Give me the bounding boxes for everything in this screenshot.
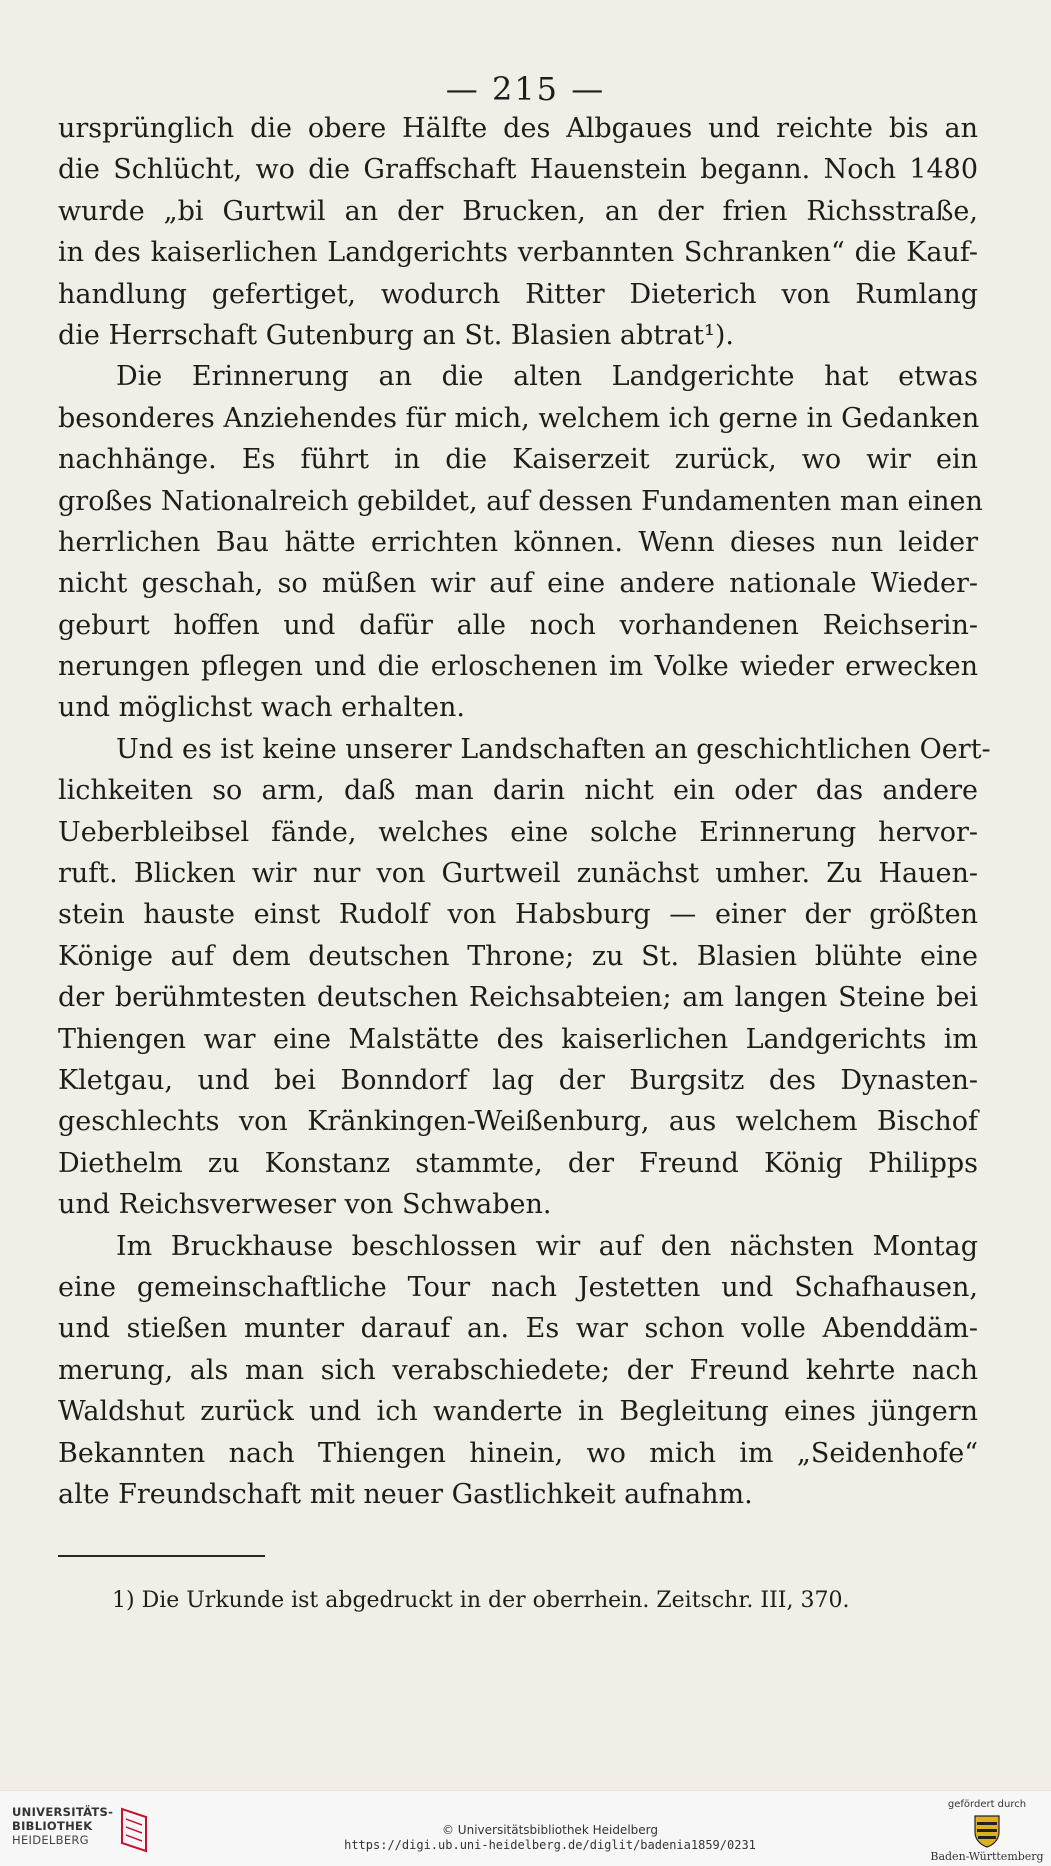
text-line: alte Freundschaft mit neuer Gastlichkeit aufnahm. [58,1478,753,1510]
text-line: Diethelm zu Konstanz stammte, der Freund König Philipps [58,1147,978,1179]
text-line: lichkeiten so arm, daß man darin nicht ein oder das andere [58,775,978,807]
text-line: Waldshut zurück und ich wanderte in Begleitung eines jüngern [58,1396,978,1428]
funder-name: Baden-Württemberg [930,1850,1044,1863]
text-line: Und es ist keine unserer Landschaften an geschichtlichen Oert- [116,733,991,765]
page-number: — 215 — [445,70,606,108]
permalink[interactable]: https://digi.ub.uni-heidelberg.de/diglit/badenia1859/0231 [344,1838,756,1852]
text-line: der berühmtesten deutschen Reichsabteien; am langen Steine bei [58,982,978,1014]
text-line: Bekannten nach Thiengen hinein, wo mich im „Seidenhofe“ [58,1437,978,1469]
text-line: und stießen munter darauf an. Es war schon volle Abenddäm- [58,1313,978,1345]
text-line: eine gemeinschaftliche Tour nach Jestetten und Schafhausen, [58,1271,978,1303]
text-line: großes Nationalreich gebildet, auf dessen Fundamenten man einen [58,485,983,517]
logo-text [12,1805,113,1847]
text-line: nachhänge. Es führt in die Kaiserzeit zurück, wo wir ein [58,444,978,476]
text-line: Ueberbleibsel fände, welches eine solche Erinnerung hervor- [58,816,978,848]
text-line: wurde „bi Gurtwil an der Brucken, an der frien Richsstraße, [58,195,978,227]
paragraph [58,1226,978,1516]
text-line: stein hauste einst Rudolf von Habsburg — einer der größten [58,899,978,931]
text-line: die Herrschaft Gutenburg an St. Blasien abtrat¹). [58,319,734,351]
logo-line-1: UNIVERSITÄTS- [12,1805,114,1819]
text-line: Könige auf dem deutschen Throne; zu St. Blasien blühte eine [58,940,978,972]
footnote: 1) Die Urkunde ist abgedruckt in der oberrhein. Zeitschr. III, 370. [112,1588,850,1613]
footnote-divider [58,1555,265,1557]
text-line: Die Erinnerung an die alten Landgerichte hat etwas [116,361,978,393]
text-line: handlung gefertiget, wodurch Ritter Dieterich von Rumlang [58,278,978,310]
text-line: ursprünglich die obere Hälfte des Albgaues und reichte bis an [58,113,978,144]
body-text [58,108,991,1515]
coat-of-arms-icon [973,1814,1001,1848]
text-line: besonderes Anziehendes für mich, welchem ich gerne in Gedanken [58,402,980,434]
text-line: geburt hoffen und dafür alle noch vorhandenen Reichserin- [58,609,978,641]
text-line: Thiengen war eine Malstätte des kaiserlichen Landgerichts im [58,1023,978,1055]
text-line: und Reichsverweser von Schwaben. [58,1189,552,1221]
text-line: nicht geschah, so müßen wir auf eine andere nationale Wieder- [58,568,978,600]
text-line: nerungen pflegen und die erloschenen im Volke wieder erwecken [58,651,978,683]
paragraph [58,356,983,729]
university-seal-icon [116,1807,152,1853]
text-line: in des kaiserlichen Landgerichts verbannten Schranken“ die Kauf- [58,237,978,269]
footer-center [300,1823,800,1853]
text-line: ruft. Blicken wir nur von Gurtweil zunächst umher. Zu Hauen- [58,858,978,890]
text-line: merung, als man sich verabschiedete; der Freund kehrte nach [58,1354,978,1386]
text-line: die Schlücht, wo die Graffschaft Hauenstein begann. Noch 1480 [58,154,978,186]
text-line: geschlechts von Kränkingen-Weißenburg, aus welchem Bischof [58,1106,978,1138]
text-line: Im Bruckhause beschlossen wir auf den nächsten Montag [116,1230,978,1262]
viewer-footer [0,1790,1051,1866]
funded-by-label: gefördert durch [947,1799,1027,1810]
text-line: herrlichen Bau hätte errichten können. Wenn dieses nun leider [58,526,978,558]
copyright-notice: © Universitätsbibliothek Heidelberg [441,1823,658,1837]
text-line: Kletgau, und bei Bonndorf lag der Burgsitz des Dynasten- [58,1064,978,1096]
text-line: und möglichst wach erhalten. [58,692,465,724]
logo-line-3: HEIDELBERG [12,1833,89,1847]
paragraph [58,108,978,356]
library-logo[interactable] [12,1805,172,1859]
paragraph [58,729,991,1226]
funding-notice [929,1799,1045,1863]
logo-line-2: BIBLIOTHEK [12,1819,93,1833]
